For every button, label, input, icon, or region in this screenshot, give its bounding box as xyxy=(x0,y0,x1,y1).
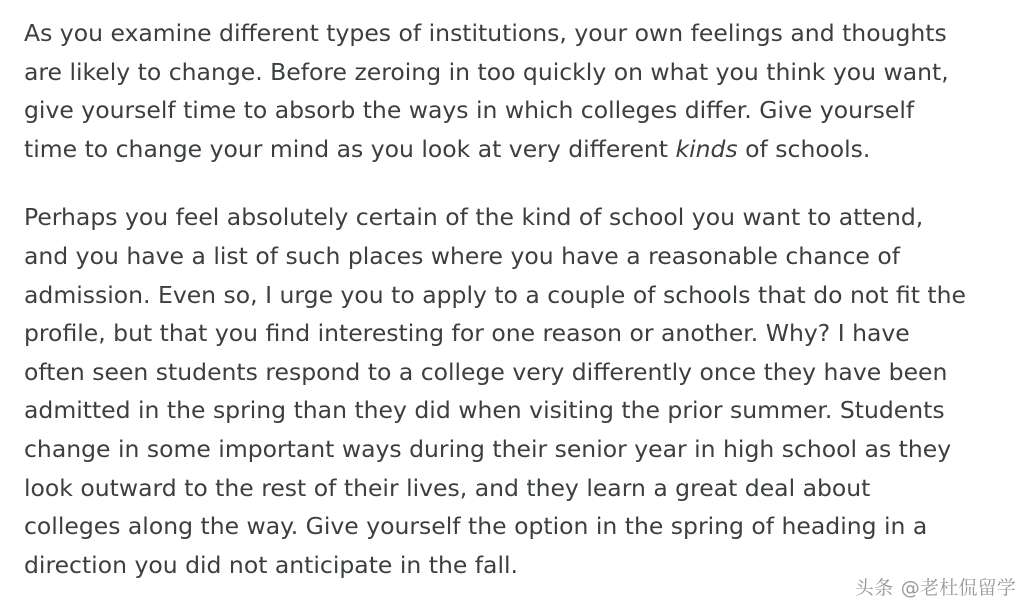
toutiao-logo-icon: 头条 xyxy=(854,577,894,599)
body-paragraph: As you examine different types of institutions, your own feelings and thoughts are likely to change. Before zeroing in too quickly on what you think you want, give yourself time to absorb the ways in which colleges differ. Give yourself time to change your mind as you look at very different kinds of schools. xyxy=(24,19,949,163)
body-paragraph: Perhaps you feel absolutely certain of the kind of school you want to attend, and you have a list of such places where you have a reasonable chance of admission. Even so, I urge you to apply to a couple of schools that do not fit the profile, but that you find interesting for one reason or another. Why? I have often seen students respond to a college very differently once they have been admitted in the spring than they did when visiting the prior summer. Students change in some important ways during their senior year in high school as they look outward to the rest of their lives, and they learn a great deal about colleges along the way. Give yourself the option in the spring of heading in a direction you did not anticipate in the fall. xyxy=(24,203,966,579)
emphasized-text: kinds xyxy=(675,134,738,163)
watermark xyxy=(855,573,1016,600)
watermark-handle: @老杜侃留学 xyxy=(900,577,1016,599)
